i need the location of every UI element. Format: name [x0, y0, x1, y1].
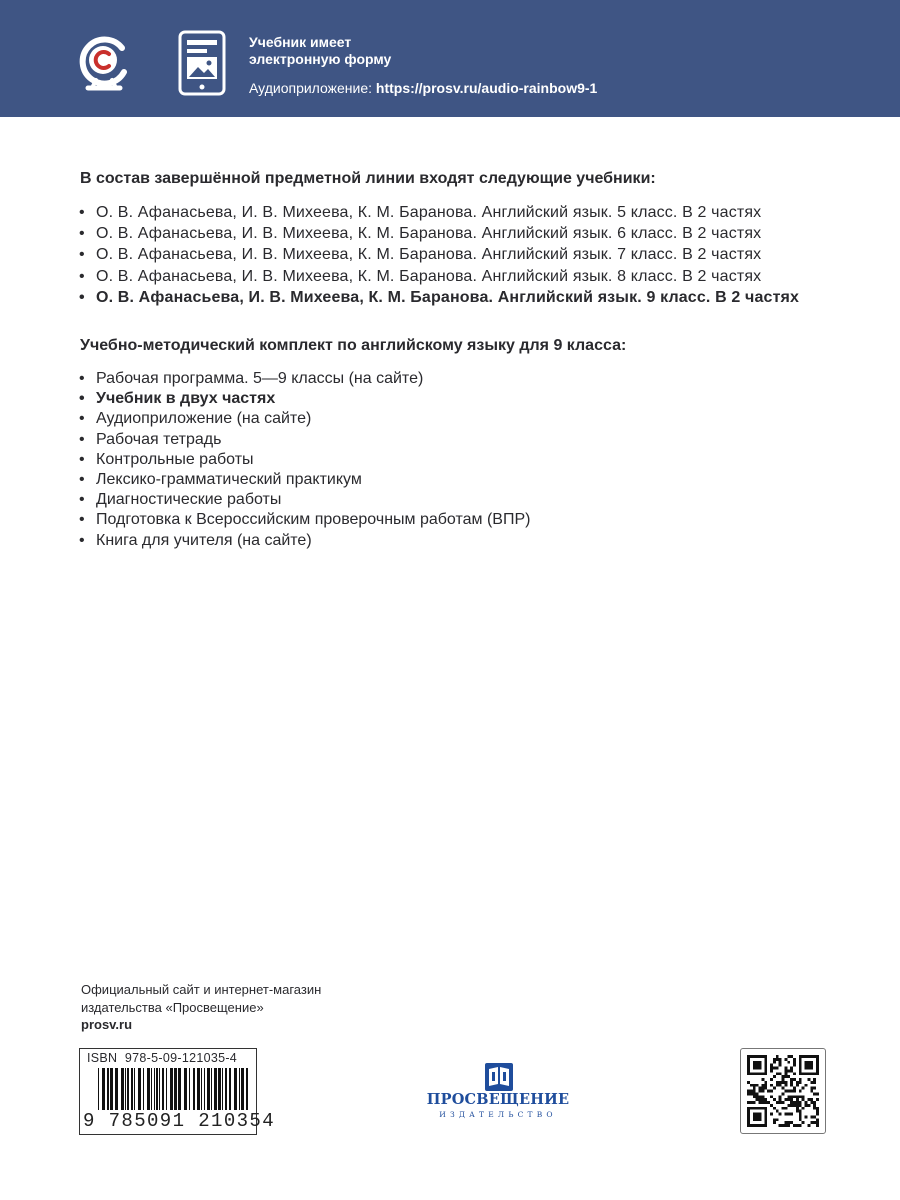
qr-module [779, 1095, 782, 1098]
qr-module [787, 1090, 790, 1093]
list-item: • Контрольные работы [79, 450, 254, 468]
qr-module [799, 1118, 802, 1121]
qr-module [779, 1072, 782, 1075]
qr-module [793, 1090, 796, 1093]
qr-module [805, 1061, 814, 1070]
qr-module [759, 1090, 762, 1093]
qr-module [779, 1101, 782, 1104]
qr-module [779, 1061, 782, 1064]
qr-module [776, 1101, 779, 1104]
qr-module [813, 1121, 816, 1124]
qr-module [784, 1090, 787, 1093]
barcode-bar [156, 1068, 158, 1110]
barcode-bar [166, 1068, 167, 1110]
ean-digits: 9 785091 210354 [83, 1110, 276, 1132]
qr-module [756, 1098, 759, 1101]
isbn-label: ISBN [87, 1051, 118, 1065]
ebook-notice-line1: Учебник имеет [249, 34, 352, 50]
qr-module [790, 1084, 793, 1087]
qr-module [813, 1081, 816, 1084]
qr-module [790, 1078, 793, 1081]
barcode-bar [222, 1068, 223, 1110]
qr-module [807, 1124, 810, 1127]
qr-module [810, 1090, 813, 1093]
qr-module [764, 1084, 767, 1087]
qr-module [793, 1104, 796, 1107]
qr-module [767, 1090, 770, 1093]
barcode-bar [211, 1068, 212, 1110]
qr-module [787, 1061, 790, 1064]
isbn-barcode [79, 1048, 276, 1135]
publisher-logo [420, 1062, 580, 1124]
barcode-bar [229, 1068, 231, 1110]
qr-module [810, 1098, 813, 1101]
qr-module [750, 1090, 753, 1093]
qr-module [813, 1115, 816, 1118]
audio-app-link[interactable]: https://prosv.ru/audio-rainbow9-1 [375, 80, 598, 96]
qr-module [753, 1113, 762, 1122]
qr-module [784, 1121, 787, 1124]
barcode-bar [178, 1068, 181, 1110]
barcode-bar [218, 1068, 221, 1110]
qr-module [813, 1078, 816, 1081]
qr-module [807, 1098, 810, 1101]
qr-module [756, 1092, 759, 1095]
qr-module [796, 1081, 799, 1084]
qr-module [779, 1098, 782, 1101]
qr-module [761, 1101, 764, 1104]
qr-module [790, 1113, 793, 1116]
qr-module [796, 1098, 799, 1101]
publisher-site-link[interactable]: prosv.ru [81, 1017, 133, 1032]
qr-module [802, 1107, 805, 1110]
qr-module [779, 1124, 782, 1127]
qr-module [799, 1104, 802, 1107]
qr-module [787, 1121, 790, 1124]
barcode-bar [197, 1068, 200, 1110]
barcode-bar [162, 1068, 164, 1110]
series-list [79, 202, 799, 308]
qr-module [802, 1098, 805, 1101]
qr-module [805, 1101, 808, 1104]
barcode-bar [184, 1068, 187, 1110]
qr-module [790, 1055, 793, 1058]
qr-module [805, 1115, 808, 1118]
qr-module [793, 1087, 796, 1090]
qr-module [773, 1098, 776, 1101]
qr-module [793, 1064, 796, 1067]
qr-module [779, 1113, 782, 1116]
qr-module [782, 1092, 785, 1095]
qr-module [799, 1113, 802, 1116]
qr-module [816, 1098, 819, 1101]
barcode-bar [154, 1068, 155, 1110]
qr-module [790, 1081, 793, 1084]
qr-module [813, 1104, 816, 1107]
qr-module [810, 1101, 813, 1104]
qr-module [799, 1078, 802, 1081]
qr-module [773, 1107, 776, 1110]
qr-module [813, 1107, 816, 1110]
qr-module [787, 1055, 790, 1058]
qr-module [756, 1095, 759, 1098]
list-item: • О. В. Афанасьева, И. В. Михеева, К. М. Баранова. Английский язык. 7 класс. В 2 частях [79, 246, 762, 264]
qr-module [790, 1098, 793, 1101]
barcode-bars [98, 1068, 250, 1110]
qr-module [750, 1101, 753, 1104]
qr-module [770, 1113, 773, 1116]
qr-module [784, 1072, 787, 1075]
barcode-bar [207, 1068, 210, 1110]
qr-module [782, 1075, 785, 1078]
qr-module [790, 1095, 793, 1098]
qr-module [810, 1121, 813, 1124]
qr-module [790, 1090, 793, 1093]
qr-module [790, 1069, 793, 1072]
qr-module [810, 1115, 813, 1118]
qr-module [793, 1058, 796, 1061]
qr-module [816, 1124, 819, 1127]
qr-module [770, 1067, 773, 1070]
qr-module [776, 1055, 779, 1058]
barcode-bar [131, 1068, 133, 1110]
qr-module [759, 1098, 762, 1101]
qr-module [799, 1124, 802, 1127]
qr-module [787, 1095, 790, 1098]
barcode-bar [98, 1068, 99, 1110]
qr-module [787, 1113, 790, 1116]
kit-list [79, 369, 530, 551]
qr-module [793, 1072, 796, 1075]
list-item: • О. В. Афанасьева, И. В. Михеева, К. М. Баранова. Английский язык. 5 класс. В 2 частях [79, 204, 762, 221]
site-note-line1: Официальный сайт и интернет-магазин [81, 982, 322, 997]
isbn-number: 978-5-09-121035-4 [124, 1051, 238, 1065]
barcode-bar [174, 1068, 177, 1110]
qr-module [799, 1101, 802, 1104]
barcode-bar [201, 1068, 202, 1110]
qr-module [813, 1101, 816, 1104]
qr-module [793, 1061, 796, 1064]
barcode-bar [159, 1068, 160, 1110]
audio-app-line [249, 80, 597, 97]
qr-module [790, 1101, 793, 1104]
qr-module [761, 1087, 764, 1090]
qr-module [787, 1124, 790, 1127]
qr-module [776, 1118, 779, 1121]
qr-module [805, 1104, 808, 1107]
publisher-book-icon [484, 1062, 514, 1092]
qr-module [784, 1058, 787, 1061]
copyright-c-logo-icon [78, 34, 130, 94]
barcode-bar [115, 1068, 118, 1110]
ebook-notice [249, 34, 391, 68]
qr-module [776, 1081, 779, 1084]
qr-module [770, 1078, 773, 1081]
qr-module [784, 1113, 787, 1116]
qr-code-icon [747, 1055, 819, 1127]
qr-module [770, 1069, 773, 1072]
qr-module [776, 1072, 779, 1075]
barcode-bar [225, 1068, 227, 1110]
qr-module [799, 1081, 802, 1084]
qr-module [747, 1081, 750, 1084]
site-note-line2: издательства «Просвещение» [81, 999, 264, 1015]
barcode-bar [170, 1068, 173, 1110]
barcode-bar [189, 1068, 190, 1110]
qr-module [773, 1058, 776, 1061]
qr-module [816, 1118, 819, 1121]
qr-module [753, 1087, 756, 1090]
qr-module [770, 1090, 773, 1093]
list-item: • Рабочая программа. 5—9 классы (на сайте) [79, 370, 424, 387]
qr-module [764, 1098, 767, 1101]
qr-module [793, 1078, 796, 1081]
qr-module [767, 1101, 770, 1104]
qr-module [761, 1095, 764, 1098]
publisher-site-note [81, 981, 321, 1034]
qr-module [773, 1075, 776, 1078]
qr-module [784, 1084, 787, 1087]
qr-module [790, 1121, 793, 1124]
qr-module [782, 1124, 785, 1127]
publisher-subtitle: ИЗДАТЕЛЬСТВО [439, 1110, 557, 1119]
qr-module [753, 1101, 756, 1104]
qr-module [787, 1104, 790, 1107]
list-item: • Рабочая тетрадь [79, 430, 222, 448]
qr-module [784, 1107, 787, 1110]
qr-module [784, 1098, 787, 1101]
qr-module [776, 1110, 779, 1113]
qr-module [799, 1095, 802, 1098]
qr-module [747, 1090, 750, 1093]
qr-module [796, 1124, 799, 1127]
qr-module [802, 1087, 805, 1090]
qr-code [740, 1048, 826, 1134]
qr-module [770, 1084, 773, 1087]
qr-module [776, 1058, 779, 1061]
qr-module [790, 1104, 793, 1107]
qr-module [753, 1061, 762, 1070]
qr-module [787, 1069, 790, 1072]
qr-module [796, 1107, 799, 1110]
qr-module [813, 1087, 816, 1090]
barcode-bar [110, 1068, 113, 1110]
barcode-bar [143, 1068, 144, 1110]
qr-module [796, 1095, 799, 1098]
qr-module [773, 1121, 776, 1124]
list-item-current: • Учебник в двух частях [79, 390, 276, 408]
qr-module [770, 1064, 773, 1067]
qr-module [784, 1067, 787, 1070]
series-title: В состав завершённой предметной линии входят следующие учебники: [80, 170, 656, 187]
barcode-bar [193, 1068, 195, 1110]
qr-module [784, 1081, 787, 1084]
qr-module [816, 1107, 819, 1110]
qr-module [759, 1095, 762, 1098]
qr-module [796, 1084, 799, 1087]
qr-module [796, 1101, 799, 1104]
qr-module [807, 1104, 810, 1107]
barcode-bar [102, 1068, 105, 1110]
list-item: • Аудиоприложение (на сайте) [79, 410, 312, 428]
barcode-bar [121, 1068, 124, 1110]
qr-module [810, 1087, 813, 1090]
qr-module [759, 1101, 762, 1104]
qr-module [753, 1092, 756, 1095]
barcode-bar [134, 1068, 135, 1110]
qr-module [782, 1107, 785, 1110]
qr-module [747, 1092, 750, 1095]
qr-module [761, 1078, 764, 1081]
qr-module [782, 1101, 785, 1104]
qr-module [816, 1110, 819, 1113]
list-item: • Книга для учителя (на сайте) [79, 531, 312, 549]
qr-module [753, 1095, 756, 1098]
list-item: • Диагностические работы [79, 491, 282, 509]
list-item: • Подготовка к Всероссийским проверочным работам (ВПР) [79, 511, 531, 529]
qr-module [807, 1078, 810, 1081]
qr-module [799, 1115, 802, 1118]
list-item-current: • О. В. Афанасьева, И. В. Михеева, К. М. Баранова. Английский язык. 9 класс. В 2 частях [79, 288, 800, 306]
list-item: • Лексико-грамматический практикум [79, 471, 362, 489]
tablet-ebook-icon [178, 30, 226, 96]
qr-module [810, 1081, 813, 1084]
qr-module [799, 1090, 802, 1093]
qr-module [750, 1092, 753, 1095]
qr-module [753, 1084, 756, 1087]
qr-module [773, 1061, 776, 1064]
qr-module [761, 1084, 764, 1087]
qr-module [793, 1101, 796, 1104]
barcode-bar [239, 1068, 240, 1110]
barcode-bar [204, 1068, 205, 1110]
qr-module [784, 1075, 787, 1078]
qr-module [802, 1121, 805, 1124]
qr-module [773, 1118, 776, 1121]
qr-module [750, 1084, 753, 1087]
qr-module [764, 1081, 767, 1084]
qr-module [790, 1067, 793, 1070]
qr-module [784, 1124, 787, 1127]
qr-module [816, 1121, 819, 1124]
qr-module [776, 1067, 779, 1070]
barcode-bar [138, 1068, 141, 1110]
barcode-bar [125, 1068, 126, 1110]
qr-module [779, 1081, 782, 1084]
qr-module [761, 1098, 764, 1101]
qr-module [784, 1069, 787, 1072]
header-band [0, 0, 900, 117]
barcode-bar [147, 1068, 150, 1110]
isbn-line [87, 1051, 237, 1065]
qr-module [787, 1098, 790, 1101]
qr-module [770, 1104, 773, 1107]
qr-module [776, 1084, 779, 1087]
qr-module [796, 1104, 799, 1107]
qr-module [753, 1090, 756, 1093]
qr-module [779, 1058, 782, 1061]
qr-module [813, 1092, 816, 1095]
kit-title: Учебно-методический комплект по английскому языку для 9 класса: [80, 337, 627, 354]
qr-module [779, 1064, 782, 1067]
barcode-bar [234, 1068, 237, 1110]
qr-module [764, 1087, 767, 1090]
qr-module [796, 1110, 799, 1113]
qr-module [793, 1095, 796, 1098]
list-item: • О. В. Афанасьева, И. В. Михеева, К. М. Баранова. Английский язык. 8 класс. В 2 частях [79, 267, 762, 285]
qr-module [764, 1101, 767, 1104]
barcode-bar [246, 1068, 248, 1110]
qr-module [793, 1124, 796, 1127]
qr-module [773, 1067, 776, 1070]
qr-module [799, 1110, 802, 1113]
qr-module [759, 1087, 762, 1090]
qr-module [816, 1113, 819, 1116]
qr-module [747, 1101, 750, 1104]
barcode-bar [107, 1068, 109, 1110]
qr-module [802, 1095, 805, 1098]
qr-module [770, 1095, 773, 1098]
barcode-bar [151, 1068, 152, 1110]
qr-module [756, 1084, 759, 1087]
barcode-bar [127, 1068, 129, 1110]
barcode-bar [214, 1068, 217, 1110]
qr-module [782, 1078, 785, 1081]
publisher-name: ПРОСВЕЩЕНИЕ [426, 1091, 570, 1108]
qr-module [782, 1081, 785, 1084]
ebook-notice-line2: электронную форму [249, 51, 392, 67]
qr-module [787, 1075, 790, 1078]
qr-module [773, 1087, 776, 1090]
qr-module [805, 1084, 808, 1087]
audio-app-label: Аудиоприложение: [249, 80, 373, 96]
qr-module [761, 1090, 764, 1093]
qr-module [779, 1084, 782, 1087]
qr-module [782, 1087, 785, 1090]
list-item: • О. В. Афанасьева, И. В. Михеева, К. М. Баранова. Английский язык. 6 класс. В 2 частях [79, 225, 762, 243]
qr-module [816, 1092, 819, 1095]
barcode-bar [241, 1068, 244, 1110]
